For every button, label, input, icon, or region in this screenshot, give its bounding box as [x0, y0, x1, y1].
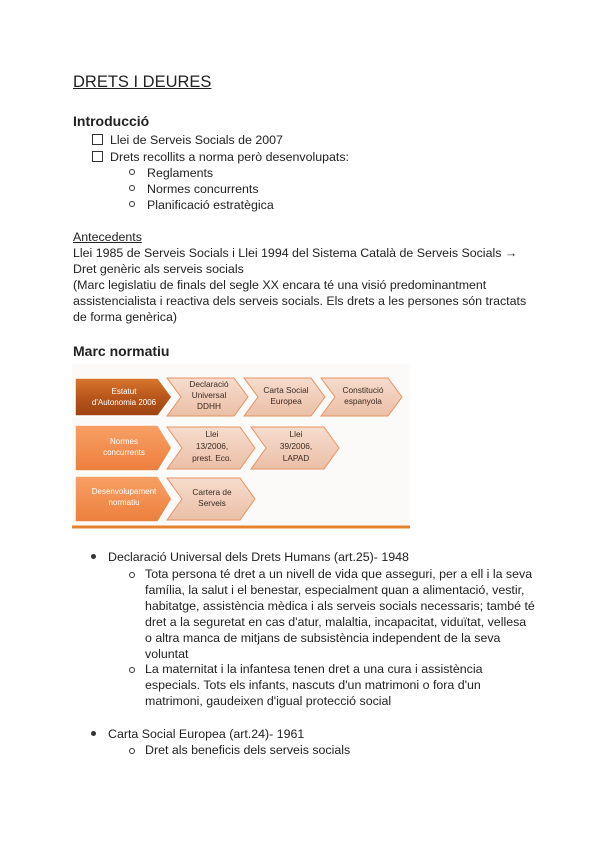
antecedents-line: assistencialista i reactiva dels serveis socials. Els drets a les persones són tractats: [73, 294, 527, 308]
svg-text:Llei: Llei: [205, 429, 219, 439]
intro-subitem: Planificació estratègica: [129, 197, 274, 213]
sub-bullet-line: Dret als beneficis dels serveis socials: [145, 743, 351, 757]
sub-bullet-line: especials. Tots els infants, nascuts d'un matrimoni o fora d'un: [145, 678, 481, 692]
intro-item: Drets recollits a norma però desenvolupats:: [92, 149, 349, 165]
intro-item: Llei de Serveis Socials de 2007: [92, 132, 283, 148]
circle-bullet-icon: [129, 572, 135, 578]
circle-bullet-icon: [129, 169, 135, 175]
sub-bullet-line: família, la salut i el benestar, especialment quan a alimentació, vestir,: [145, 583, 525, 597]
sub-bullet-line: dret a la seguretat en cas d'atur, malaltia, incapacitat, viduïtat, vellesa: [145, 615, 527, 629]
circle-bullet-icon: [129, 201, 135, 207]
svg-text:Universal: Universal: [191, 390, 227, 400]
svg-text:prest. Eco.: prest. Eco.: [192, 453, 232, 463]
svg-text:d'Autonomia 2006: d'Autonomia 2006: [91, 398, 157, 407]
sub-bullet-line: matrimoni, gaudeixen d'igual protecció social: [145, 694, 392, 708]
antecedents-line: Llei 1985 de Serveis Socials i Llei 1994 del Sistema Català de Serveis Socials →: [73, 246, 518, 260]
marc-normatiu-diagram: [72, 362, 412, 532]
marc-heading: Marc normatiu: [73, 343, 170, 359]
circle-bullet-icon: [129, 185, 135, 191]
svg-text:LAPAD: LAPAD: [282, 453, 310, 463]
intro-subitem: Normes concurrents: [129, 181, 259, 197]
svg-text:Carta Social: Carta Social: [263, 385, 309, 395]
sub-bullet-line: o altra manca de mitjans de subsistència independent de la seva: [145, 631, 501, 645]
row1-main-arrow: [75, 378, 172, 416]
antecedents-line: de forma genèrica): [73, 310, 177, 324]
row1-main-label: Estatut: [111, 387, 137, 396]
bullet-item: Declaració Universal dels Drets Humans (art.25)- 1948: [91, 549, 409, 565]
page-title: DRETS I DEURES: [73, 73, 212, 91]
svg-text:concurrents: concurrents: [103, 448, 145, 457]
checkbox-icon[interactable]: [92, 151, 103, 162]
circle-bullet-icon: [129, 667, 135, 673]
sub-bullet-line: voluntat: [145, 647, 189, 661]
svg-text:Declaració: Declaració: [189, 379, 229, 389]
sub-bullet-line: Tota persona té dret a un nivell de vida que asseguri, per a ell i la seva: [145, 567, 533, 581]
circle-bullet-icon: [129, 748, 135, 754]
bullet-icon: [91, 554, 96, 559]
antecedents-line: (Marc legislatiu de finals del segle XX encara té una visió predominantment: [73, 278, 487, 292]
antecedents-line: Dret genèric als serveis socials: [73, 262, 244, 276]
bullet-icon: [91, 731, 96, 736]
intro-subitem: Reglaments: [129, 165, 213, 181]
sub-bullet-line: La maternitat i la infantesa tenen dret a una cura i assistència: [145, 662, 483, 676]
antecedents-heading: Antecedents: [73, 230, 142, 244]
sub-bullet-line: habitatge, assistència mèdica i als serveis socials necessaris; també té: [145, 599, 535, 613]
svg-text:Cartera de: Cartera de: [192, 487, 232, 497]
svg-text:Serveis: Serveis: [198, 498, 226, 508]
row3-main-label: Desenvolupament: [91, 487, 157, 496]
bullet-item: Carta Social Europea (art.24)- 1961: [91, 726, 304, 742]
svg-text:39/2006,: 39/2006,: [279, 441, 313, 451]
intro-heading: Introducció: [73, 113, 150, 129]
svg-text:Europea: Europea: [270, 396, 302, 406]
svg-text:normatiu: normatiu: [108, 498, 140, 507]
checkbox-icon[interactable]: [92, 134, 103, 145]
row2-main-label: Normes: [109, 437, 139, 446]
svg-text:DDHH: DDHH: [197, 401, 221, 411]
svg-text:Constitució: Constitució: [342, 385, 384, 395]
svg-text:13/2006,: 13/2006,: [195, 441, 229, 451]
svg-text:Llei: Llei: [289, 429, 303, 439]
svg-text:espanyola: espanyola: [344, 396, 382, 406]
